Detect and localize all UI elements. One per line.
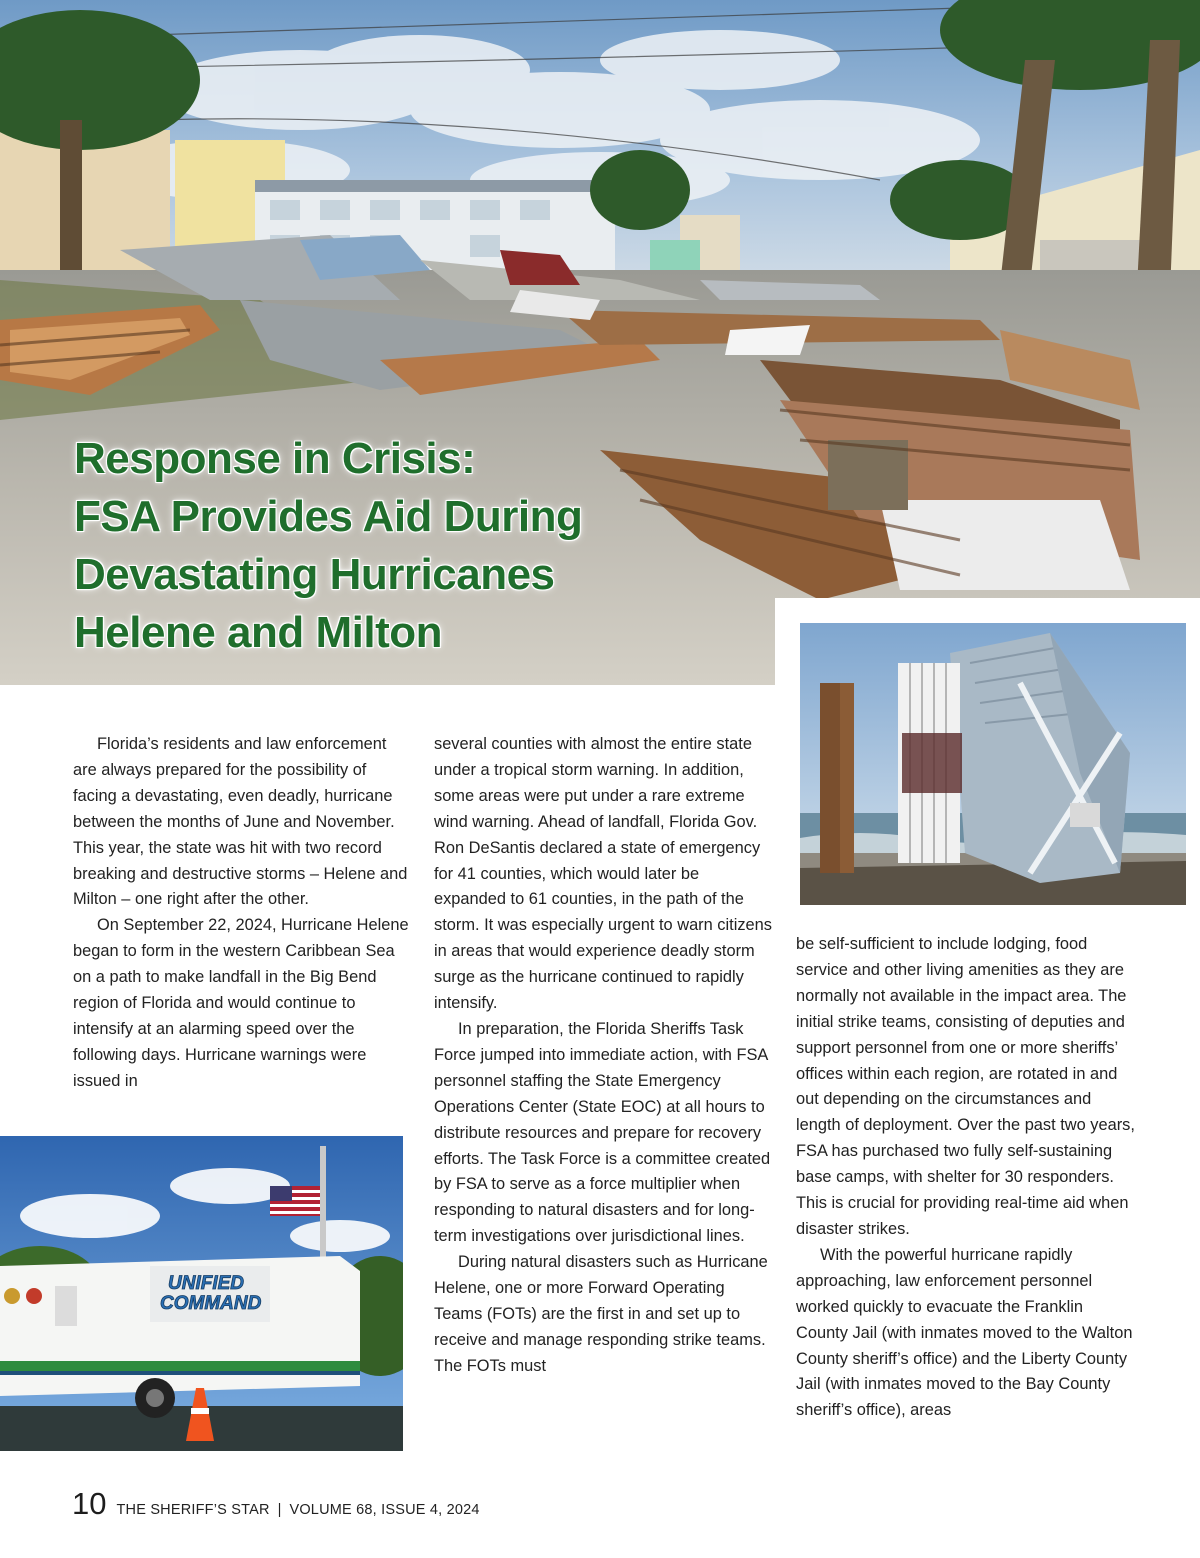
column3-paragraph-2: With the powerful hurricane rapidly approaching, law enforcement personnel worked quickly to evacuate the Franklin County Jail (with inmates moved to the Walton County sheriff’s office) and the Liberty County Jail (with inmates moved to the Bay County sheriff’s office), areas bbox=[796, 1245, 1133, 1420]
sheriff-badge-icon bbox=[4, 1288, 20, 1304]
headline-line-2: FSA Provides Aid During bbox=[74, 492, 583, 541]
collapsed-house-illustration bbox=[800, 623, 1186, 905]
footer-separator: | bbox=[277, 1502, 282, 1518]
article-headline bbox=[74, 430, 714, 662]
column3-paragraph-1: be self-sufficient to include lodging, food service and other living amenities as they are normally not available in the impact area. The initial strike teams, consisting of deputies and support personnel from one or more sheriffs’ offices within each region, are rotated in and out depending on the circumstances and length of deployment. Over the past two years, FSA has purchased two fully self-sustaining base camps, with shelter for 30 responders. This is crucial for providing real-time aid when disaster strikes. bbox=[796, 935, 1135, 1238]
page-footer bbox=[72, 1486, 480, 1526]
column2-paragraph-3: During natural disasters such as Hurricane Helene, one or more Forward Operating Teams (FOTs) are the first in and set up to receive and manage responding strike teams. The FOTs must bbox=[434, 1253, 768, 1375]
page-number: 10 bbox=[72, 1486, 107, 1521]
photo-collapsed-beach-house bbox=[800, 623, 1186, 905]
column1-paragraph-2: On September 22, 2024, Hurricane Helene began to form in the western Caribbean Sea on a path to make landfall in the Big Bend region of Florida and would continue to intensify at an alarming speed over the following days. Hurricane warnings were issued in bbox=[73, 916, 409, 1090]
vehicle-text-command: COMMAND bbox=[160, 1293, 262, 1314]
fire-emblem-icon bbox=[26, 1288, 42, 1304]
issue-info: VOLUME 68, ISSUE 4, 2024 bbox=[289, 1502, 480, 1518]
command-vehicle-illustration bbox=[0, 1136, 403, 1451]
column2-paragraph-2: In preparation, the Florida Sheriffs Task Force jumped into immediate action, with FSA personnel staffing the State Emergency Operations Center (State EOC) at all hours to distribute resources and prepare for recovery efforts. The Task Force is a committee created by FSA to serve as a force multiplier when responding to natural disasters and for long-term investigations over jurisdictional lines. bbox=[434, 1019, 771, 1246]
vehicle-text-unified: UNIFIED bbox=[168, 1273, 244, 1294]
article-column-2 bbox=[434, 732, 774, 1380]
column2-paragraph-1: several counties with almost the entire state under a tropical storm warning. In addition, some areas were put under a rare extreme wind warning. Ahead of landfall, Florida Gov. Ron DeSantis declared a state of emergency for 41 counties, which would later be expanded to 61 counties, in the path of the storm. It was especially urgent to warn citizens in areas that would experience deadly storm surge as the hurricane continued to rapidly intensify. bbox=[434, 735, 772, 1013]
article-column-3 bbox=[796, 932, 1136, 1424]
headline-line-4: Helene and Milton bbox=[74, 608, 442, 657]
publication-name: THE SHERIFF’S STAR bbox=[116, 1502, 270, 1518]
headline-line-1: Response in Crisis: bbox=[74, 434, 476, 483]
photo-unified-command-vehicle bbox=[0, 1136, 403, 1451]
article-column-1 bbox=[73, 732, 409, 1095]
headline-line-3: Devastating Hurricanes bbox=[74, 550, 555, 599]
column1-paragraph-1: Florida’s residents and law enforcement are always prepared for the possibility of facing a devastating, even deadly, hurricane between the months of June and November. This year, the state was hit with two record breaking and destructive storms – Helene and Milton – one right after the other. bbox=[73, 735, 408, 909]
